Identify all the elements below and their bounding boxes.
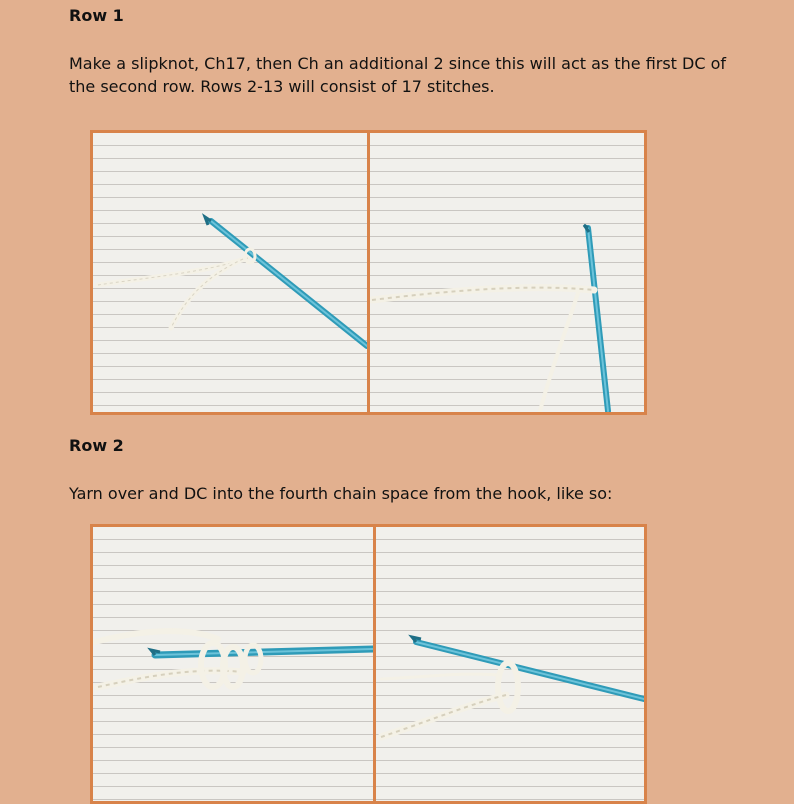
photo-hook-with-yarn-over <box>93 527 373 801</box>
hook-double-crochet-illustration <box>376 527 644 801</box>
photo-hook-with-chain <box>370 133 644 412</box>
photo-hook-with-slipknot <box>93 133 367 412</box>
row-1-photo-pair <box>90 130 647 415</box>
hook-yarn-over-illustration <box>93 527 373 801</box>
row-1-heading: Row 1 <box>69 6 124 25</box>
photo-hook-with-double-crochet <box>376 527 644 801</box>
row-2-instructions: Yarn over and DC into the fourth chain space from the hook, like so: <box>69 484 613 503</box>
row-1-instructions: Make a slipknot, Ch17, then Ch an additional 2 since this will act as the first DC of the second row. Rows 2-13 will consist of 17 stitches. <box>69 54 727 96</box>
row-2-photo-pair <box>90 524 647 804</box>
hook-slipknot-illustration <box>93 133 367 412</box>
row-2-heading: Row 2 <box>69 436 124 455</box>
hook-chain-illustration <box>370 133 644 412</box>
